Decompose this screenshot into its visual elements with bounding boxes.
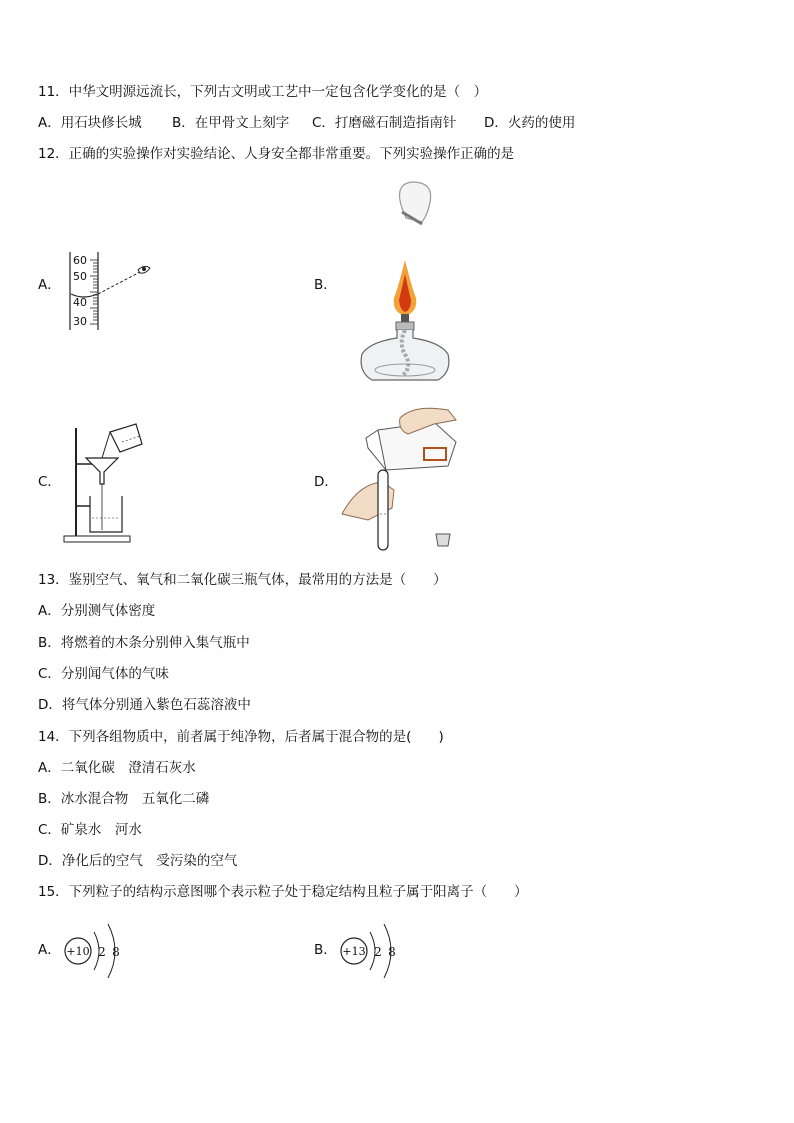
q13-option-b: B．将燃着的木条分别伸入集气瓶中 (38, 635, 250, 651)
q12-label-c: C． (38, 474, 61, 490)
q15-label-a: A． (38, 942, 61, 958)
q13-option-a: A．分别测气体密度 (38, 603, 156, 619)
q12-label-b: B． (314, 277, 337, 293)
cylinder-tick-50: 50 (73, 270, 87, 283)
q11-options (38, 114, 575, 132)
filtration-figure (62, 420, 162, 548)
atom-diagram-a (62, 920, 132, 982)
q12-label-a: A． (38, 277, 61, 293)
flame-icon (394, 260, 417, 316)
q14-option-d: D．净化后的空气 受污染的空气 (38, 853, 238, 869)
q11-option-c: C．打磨磁石制造指南针 (312, 115, 457, 131)
q11-option-b: B．在甲骨文上刻字 (172, 115, 290, 131)
cylinder-tick-30: 30 (73, 315, 87, 328)
eye-icon (138, 266, 150, 273)
q12-stem: 12．正确的实验操作对实验结论、人身安全都非常重要。下列实验操作正确的是 (38, 146, 515, 162)
alcohol-lamp-figure (350, 178, 460, 388)
atom-a-shell1: 2 (98, 945, 106, 959)
q13-option-c: C．分别闻气体的气味 (38, 666, 169, 682)
atom-b-shell1: 2 (374, 945, 382, 959)
q14-option-c: C．矿泉水 河水 (38, 822, 142, 838)
q14-stem: 14．下列各组物质中，前者属于纯净物，后者属于混合物的是( ) (38, 729, 444, 745)
stopper-icon (436, 534, 450, 546)
lamp-cap-icon (400, 182, 431, 224)
q11-option-a: A．用石块修长城 (38, 115, 142, 131)
pouring-liquid-figure (338, 404, 468, 554)
atom-b-nucleus: +13 (342, 945, 366, 958)
q15-label-b: B． (314, 942, 337, 958)
atom-a-nucleus: +10 (66, 945, 90, 958)
atom-diagram-b (338, 920, 408, 982)
q13-option-d: D．将气体分别通入紫色石蕊溶液中 (38, 697, 251, 713)
q11-option-d: D．火药的使用 (484, 115, 576, 131)
cylinder-tick-60: 60 (73, 254, 87, 267)
graduated-cylinder-figure (62, 250, 162, 335)
atom-b-shell2: 8 (388, 945, 396, 959)
q12-label-d: D． (314, 474, 338, 490)
q15-stem: 15．下列粒子的结构示意图哪个表示粒子处于稳定结构且粒子属于阳离子（ ） (38, 884, 528, 900)
q14-option-b: B．冰水混合物 五氧化二磷 (38, 791, 210, 807)
cylinder-tick-40: 40 (73, 296, 87, 309)
beaker-pouring-icon (102, 424, 142, 458)
atom-a-shell2: 8 (112, 945, 120, 959)
q11-stem: 11．中华文明源远流长，下列古文明或工艺中一定包含化学变化的是（ ） (38, 84, 488, 100)
q13-stem: 13．鉴别空气、氧气和二氧化碳三瓶气体，最常用的方法是（ ） (38, 572, 447, 588)
q14-option-a: A．二氧化碳 澄清石灰水 (38, 760, 196, 776)
